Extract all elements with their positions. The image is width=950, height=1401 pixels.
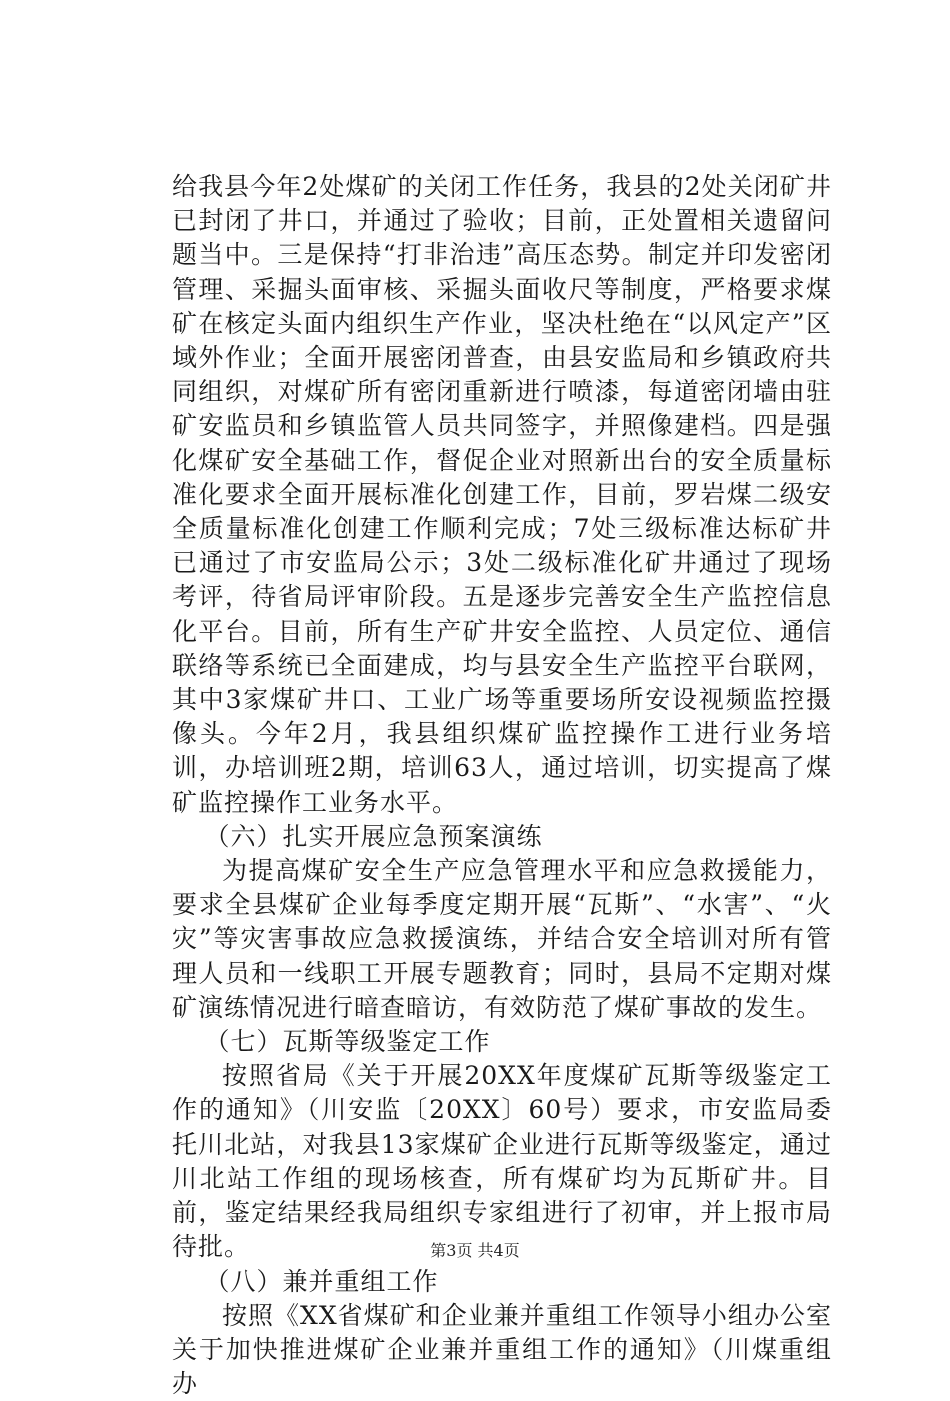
paragraph-gas-grade: 按照省局《关于开展20XX年度煤矿瓦斯等级鉴定工作的通知》（川安监〔20XX〕60号）要求，市安监局委托川北站，对我县13家煤矿企业进行瓦斯等级鉴定，通过川北站工作组的现场核查，所有煤矿均为瓦斯矿井。目前，鉴定结果经我局组织专家组进行了初审，并上报市局待批。 [172, 1061, 832, 1262]
page-number-footer: 第3页 共4页 [430, 1241, 520, 1260]
document-body [172, 170, 832, 1401]
section-heading-7: （七）瓦斯等级鉴定工作 [204, 1027, 491, 1057]
section-heading-6: （六）扎实开展应急预案演练 [204, 821, 543, 851]
paragraph-continued: 给我县今年2处煤矿的关闭工作任务，我县的2处关闭矿井已封闭了井口，并通过了验收；目前，正处置相关遗留问题当中。三是保持“打非治违”高压态势。制定并印发密闭管理、采掘头面审核、采掘头面收尺等制度，严格要求煤矿在核定头面内组织生产作业，坚决杜绝在“以风定产”区域外作业；全面开展密闭普查，由县安监局和乡镇政府共同组织，对煤矿所有密闭重新进行喷漆，每道密闭墙由驻矿安监员和乡镇监管人员共同签字，并照像建档。四是强化煤矿安全基础工作，督促企业对照新出台的安全质量标准化要求全面开展标准化创建工作，目前，罗岩煤二级安全质量标准化创建工作顺利完成；7处三级标准达标矿井已通过了市安监局公示；3处二级标准化矿井通过了现场考评，待省局评审阶段。五是逐步完善安全生产监控信息化平台。目前，所有生产矿井安全监控、人员定位、通信联络等系统已全面建成，均与县安全生产监控平台联网，其中3家煤矿井口、工业广场等重要场所安设视频监控摄像头。今年2月，我县组织煤矿监控操作工进行业务培训，办培训班2期，培训63人，通过培训，切实提高了煤矿监控操作工业务水平。 [172, 172, 832, 817]
paragraph-merger: 按照《XX省煤矿和企业兼并重组工作领导小组办公室关于加快推进煤矿企业兼并重组工作的通知》（川煤重组办 [172, 1300, 832, 1399]
paragraph-emergency-drills: 为提高煤矿安全生产应急管理水平和应急救援能力，要求全县煤矿企业每季度定期开展“瓦斯”、“水害”、“火灾”等灾害事故应急救援演练，并结合安全培训对所有管理人员和一线职工开展专题教育；同时，县局不定期对煤矿演练情况进行暗查暗访，有效防范了煤矿事故的发生。 [172, 856, 832, 1022]
section-heading-8: （八）兼并重组工作 [204, 1266, 439, 1296]
